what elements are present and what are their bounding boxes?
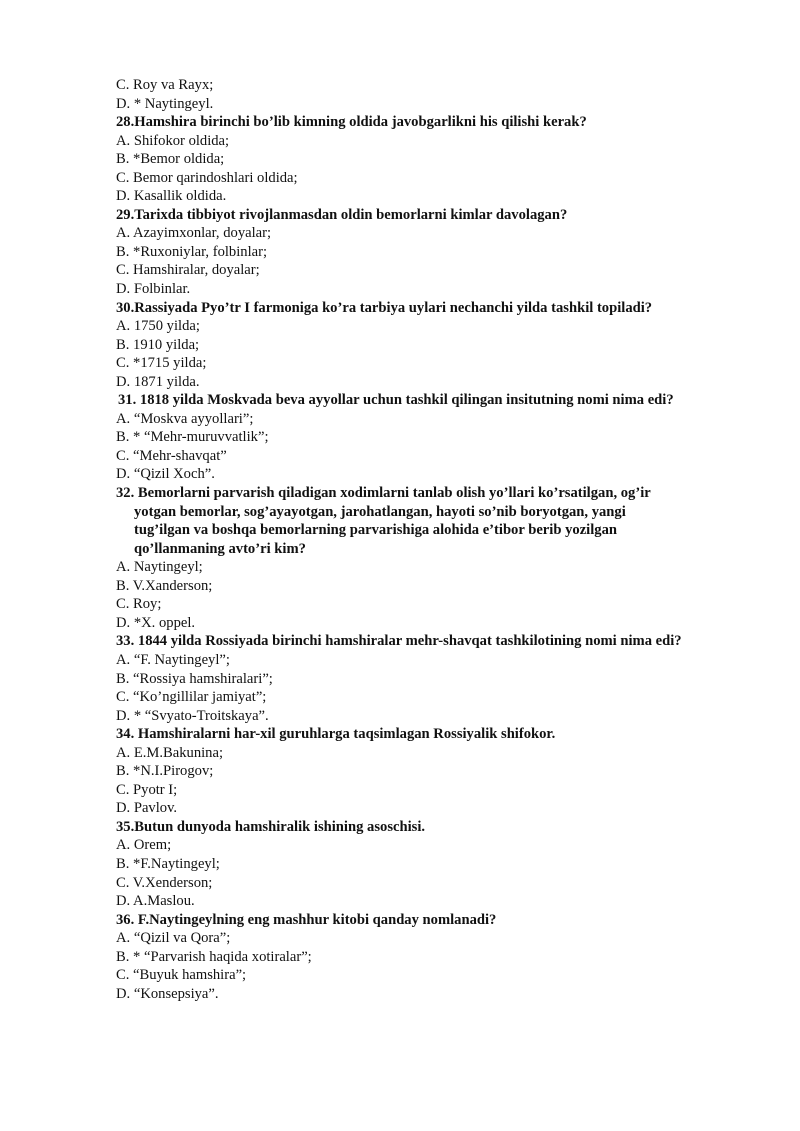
answer-option: A. Azayimxonlar, doyalar; [116,225,272,242]
question-text: 35.Butun dunyoda hamshiralik ishining asoschisi. [116,818,426,835]
question-text: 29.Tarixda tibbiyot rivojlanmasdan oldin bemorlarni kimlar davolagan? [116,206,568,223]
answer-option: B. *F.Naytingeyl; [116,855,220,872]
answer-option: A. Orem; [116,837,172,854]
answer-option: D. Kasallik oldida. [116,188,227,205]
answer-option: D. * “Svyato-Troitskaya”. [116,707,269,724]
answer-option: C. “Ko’ngillilar jamiyat”; [116,689,267,706]
answer-option: A. “F. Naytingeyl”; [116,651,230,668]
answer-option: A. “Moskva ayyollari”; [116,410,254,427]
answer-option: D. “Qizil Xoch”. [116,466,215,483]
answer-option: C. V.Xenderson; [116,874,213,891]
question-text-continuation: tug’ilgan va boshqa bemorlarning parvarishiga alohida e’tibor berib yozilgan [134,522,617,539]
answer-option: C. Hamshiralar, doyalar; [116,262,260,279]
answer-option: D. *X. oppel. [116,614,196,631]
answer-option: B. *Ruxoniylar, folbinlar; [116,243,268,260]
answer-option: C. Roy va Rayx; [116,77,214,93]
answer-option: B. “Rossiya hamshiralari”; [116,670,273,687]
answer-option: C. Roy; [116,596,162,613]
question-list [116,76,756,1003]
answer-option: D. A.Maslou. [116,893,195,910]
answer-option: B. *N.I.Pirogov; [116,763,214,780]
question-text: 31. 1818 yilda Moskvada beva ayyollar uchun tashkil qilingan insitutning nomi nima edi? [118,392,674,409]
answer-option: D. Pavlov. [116,800,178,817]
question-text-continuation: qo’llanmaning avto’ri kim? [134,540,306,557]
answer-option: A. Naytingeyl; [116,559,203,576]
answer-option: A. Shifokor oldida; [116,132,230,149]
question-text: 34. Hamshiralarni har-xil guruhlarga taqsimlagan Rossiyalik shifokor. [116,726,556,743]
answer-option: D. Folbinlar. [116,281,191,298]
question-text: 36. F.Naytingeylning eng mashhur kitobi qanday nomlanadi? [116,911,497,928]
answer-option: B. 1910 yilda; [116,336,200,353]
answer-option: A. “Qizil va Qora”; [116,930,231,947]
answer-option: C. Bemor qarindoshlari oldida; [116,169,298,186]
question-text-continuation: yotgan bemorlar, sog’ayayotgan, jarohatlangan, hayoti so’nib boryotgan, yangi [134,503,626,520]
question-text: 30.Rassiyada Pyo’tr I farmoniga ko’ra tarbiya uylari nechanchi yilda tashkil topiladi? [116,299,653,316]
answer-option: C. “Mehr-shavqat” [116,447,227,464]
answer-option: C. “Buyuk hamshira”; [116,967,247,984]
answer-option: D. “Konsepsiya”. [116,985,219,1002]
question-text: 28.Hamshira birinchi bo’lib kimning oldida javobgarlikni his qilishi kerak? [116,114,587,131]
answer-option: A. 1750 yilda; [116,318,200,335]
answer-option: D. 1871 yilda. [116,373,200,390]
answer-option: B. * “Mehr-muruvvatlik”; [116,429,269,446]
answer-option: B. * “Parvarish haqida xotiralar”; [116,948,312,965]
answer-option: C. Pyotr I; [116,781,178,798]
answer-option: D. * Naytingeyl. [116,95,214,112]
answer-option: C. *1715 yilda; [116,355,207,372]
answer-option: B. V.Xanderson; [116,577,213,594]
answer-option: A. E.M.Bakunina; [116,744,224,761]
question-text: 32. Bemorlarni parvarish qiladigan xodimlarni tanlab olish yo’llari ko’rsatilgan, og’ir [116,485,651,502]
answer-option: B. *Bemor oldida; [116,151,225,168]
question-text: 33. 1844 yilda Rossiyada birinchi hamshiralar mehr-shavqat tashkilotining nomi nima edi? [116,633,682,650]
